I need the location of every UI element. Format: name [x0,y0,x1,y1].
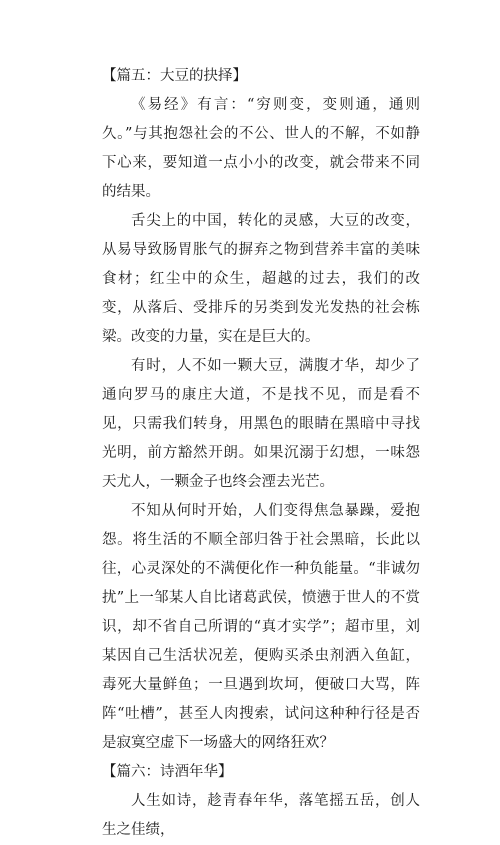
paragraph: 《易经》有言：“穷则变，变则通，通则久。”与其抱怨社会的不公、世人的不解，不如静下心来，要知道一点小小的改变，就会带来不同的结果。 [102,97,420,200]
paragraph: 人生如诗，趁青春年华，落笔摇五岳，创人生之佳绩， [102,793,420,838]
section-heading-5: 【篇五：大豆的抉择】 [102,68,247,84]
paragraph: 不知从何时开始，人们变得焦急暴躁，爱抱怨。将生活的不顺全部归咎于社会黑暗，长此以往，心灵深处的不满便化作一种负能量。“非诚勿扰”上一邹某人自比诸葛武侯，愤懑于世人的不赏识，却不省自己所谓的“真才实学”；超市里，刘某因自己生活状况差，便购买杀虫剂洒入鱼缸，毒死大量鲜鱼；一旦遇到坎坷，便破口大骂，阵阵“吐槽”，甚至人肉搜索，试问这种种行径是否是寂寞空虚下一场盛大的网络狂欢？ [102,503,420,751]
section-heading-6: 【篇六：诗酒年华】 [102,764,233,780]
paragraph: 有时，人不如一颗大豆，满腹才华，却少了通向罗马的康庄大道，不是找不见，而是看不见，只需我们转身，用黑色的眼睛在黑暗中寻找光明，前方豁然开朗。如果沉溺于幻想，一味怨天尤人，一颗金子也终会湮去光芒。 [102,358,420,490]
paragraph: 舌尖上的中国，转化的灵感，大豆的改变，从易导致肠胃胀气的摒弃之物到营养丰富的美味食材；红尘中的众生，超越的过去，我们的改变，从落后、受排斥的另类到发光发热的社会栋梁。改变的力量，实在是巨大的。 [102,213,420,345]
document-body [102,62,420,845]
